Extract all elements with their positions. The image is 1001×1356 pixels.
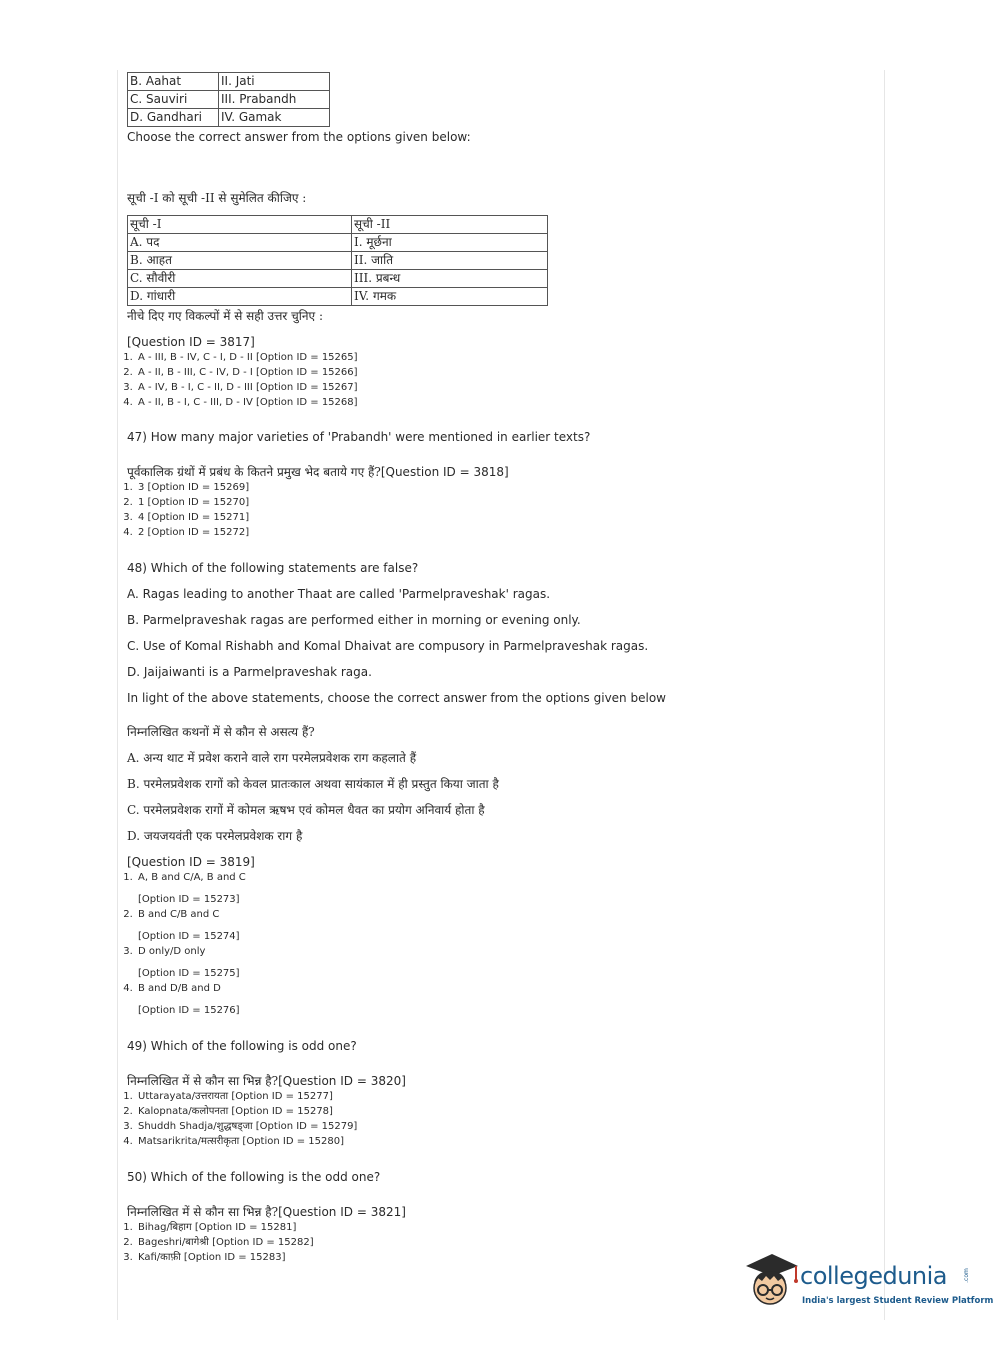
list-item: 2. 1 [Option ID = 15270]: [136, 495, 872, 510]
table-row: सूची -I सूची -II: [128, 216, 548, 234]
question-49: 49) Which of the following is odd one?: [127, 1039, 357, 1053]
statement-c: C. Use of Komal Rishabh and Komal Dhaivat are compusory in Parmelpraveshak ragas.: [127, 639, 649, 653]
list-item: 1. Uttarayata/उत्तरायता [Option ID = 15277]: [136, 1089, 872, 1104]
list-item: 2. B and C/B and C [Option ID = 15274]: [136, 907, 872, 944]
student-mascot-icon: [742, 1250, 798, 1316]
list-item: 1. A, B and C/A, B and C [Option ID = 15273]: [136, 870, 872, 907]
statement-d-hindi: D. जयजयवंती एक परमेलप्रवेशक राग है: [127, 829, 303, 843]
list-item: 2. Bageshri/बागेश्री [Option ID = 15282]: [136, 1235, 872, 1250]
list-item: 4. 2 [Option ID = 15272]: [136, 525, 872, 540]
list-item: 4. B and D/B and D [Option ID = 15276]: [136, 981, 872, 1018]
logo-wordmark: collegedunia: [800, 1262, 948, 1290]
match-table-english: [127, 72, 330, 127]
list-item: 3. Kafi/काफ़ी [Option ID = 15283]: [136, 1250, 872, 1265]
list-item: 1. 3 [Option ID = 15269]: [136, 480, 872, 495]
question-47: 47) How many major varieties of 'Prabandh' were mentioned in earlier texts?: [127, 430, 591, 444]
choose-instruction-english: Choose the correct answer from the options given below:: [127, 130, 471, 144]
statement-a: A. Ragas leading to another Thaat are called 'Parmelpraveshak' ragas.: [127, 587, 551, 601]
list-item: 3. D only/D only [Option ID = 15275]: [136, 944, 872, 981]
table-row: C. सौवीरी III. प्रबन्ध: [128, 270, 548, 288]
collegedunia-logo[interactable]: [742, 1250, 994, 1316]
list-item: 2. A - II, B - III, C - IV, D - I [Option ID = 15266]: [136, 365, 872, 380]
option-list: [122, 480, 872, 540]
instruction-english: In light of the above statements, choose the correct answer from the options given below: [127, 691, 666, 705]
option-list: [122, 350, 872, 410]
statement-a-hindi: A. अन्य थाट में प्रवेश कराने वाले राग परमेलप्रवेशक राग कहलाते हैं: [127, 751, 417, 765]
list-item: 4. A - II, B - I, C - III, D - IV [Option ID = 15268]: [136, 395, 872, 410]
list-item: 3. A - IV, B - I, C - II, D - III [Option ID = 15267]: [136, 380, 872, 395]
match-table-hindi: [127, 215, 548, 306]
table-row: B. आहत II. जाति: [128, 252, 548, 270]
statement-c-hindi: C. परमेलप्रवेशक रागों में कोमल ऋषभ एवं कोमल धैवत का प्रयोग अनिवार्य होता है: [127, 803, 485, 817]
question-48-hindi: निम्नलिखित कथनों में से कौन से असत्य हैं?: [127, 725, 315, 739]
statement-b-hindi: B. परमेलप्रवेशक रागों को केवल प्रातःकाल अथवा सायंकाल में ही प्रस्तुत किया जाता है: [127, 777, 499, 791]
list-item: 1. A - III, B - IV, C - I, D - II [Option ID = 15265]: [136, 350, 872, 365]
page-margin-line-right: [884, 70, 885, 1320]
table-row: C. Sauviri III. Prabandh: [128, 91, 330, 109]
choose-instruction-hindi: नीचे दिए गए विकल्पों में से सही उत्तर चुनिए :: [127, 309, 324, 323]
statement-d: D. Jaijaiwanti is a Parmelpraveshak raga.: [127, 665, 372, 679]
logo-tagline: India's largest Student Review Platform: [802, 1296, 994, 1306]
list-item: 2. Kalopnata/कलोपनता [Option ID = 15278]: [136, 1104, 872, 1119]
document-content: [127, 72, 872, 1265]
list-item: 3. Shuddh Shadja/शुद्धषड्जा [Option ID = 15279]: [136, 1119, 872, 1134]
logo-dotcom: .com: [962, 1268, 970, 1283]
statement-b: B. Parmelpraveshak ragas are performed either in morning or evening only.: [127, 613, 581, 627]
list-item: 4. Matsarikrita/मत्सरीकृता [Option ID = 15280]: [136, 1134, 872, 1149]
question-47-hindi: पूर्वकालिक ग्रंथों में प्रबंध के कितने प्रमुख भेद बताये गए हैं?[Question ID = 3818]: [127, 465, 509, 479]
option-list: [122, 1089, 872, 1149]
question-id: [Question ID = 3819]: [127, 855, 255, 869]
question-48: 48) Which of the following statements are false?: [127, 561, 419, 575]
question-50-hindi: निम्नलिखित में से कौन सा भिन्न है?[Question ID = 3821]: [127, 1205, 406, 1219]
table-row: D. गांधारी IV. गमक: [128, 288, 548, 306]
page-margin-line-left: [117, 70, 118, 1320]
table-row: B. Aahat II. Jati: [128, 73, 330, 91]
question-49-hindi: निम्नलिखित में से कौन सा भिन्न है?[Question ID = 3820]: [127, 1074, 406, 1088]
question-50: 50) Which of the following is the odd one?: [127, 1170, 381, 1184]
match-instruction-hindi: सूची -I को सूची -II से सुमेलित कीजिए :: [127, 191, 307, 205]
question-id: [Question ID = 3817]: [127, 335, 255, 349]
table-row: A. पद I. मूर्छना: [128, 234, 548, 252]
list-item: 1. Bihag/बिहाग [Option ID = 15281]: [136, 1220, 872, 1235]
table-row: D. Gandhari IV. Gamak: [128, 109, 330, 127]
option-list: [122, 870, 872, 1018]
list-item: 3. 4 [Option ID = 15271]: [136, 510, 872, 525]
